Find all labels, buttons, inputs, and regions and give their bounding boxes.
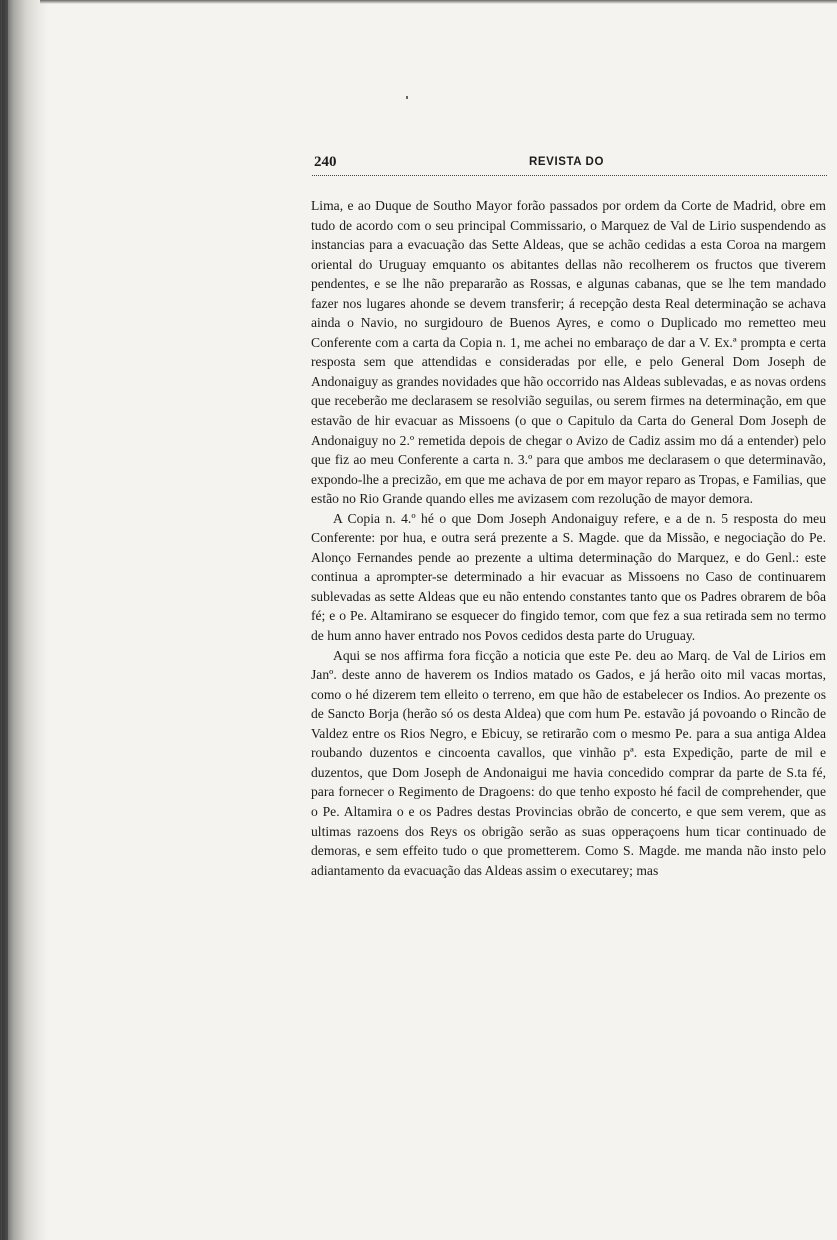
body-text: [311, 196, 826, 880]
running-head: REVISTA DO: [529, 156, 605, 168]
binding-edge: [2, 0, 8, 1240]
paragraph: A Copia n. 4.º hé o que Dom Joseph Andonaiguy refere, e a de n. 5 resposta do meu Conferente: por hua, e outra será prezente a S. Magde. que da Missão, e negociação do Pe. Alonço Fernandes pende ao prezente a ultima determinação do Marquez, e do Genl.: este continua a aprompter-se determinado a hir evacuar as Missoens no Caso de continuarem sublevadas as sette Aldeas que eu não entendo constantes tanto que os Padres obrarem de bôa fé; e o Pe. Altamirano se esquecer do fingido temor, com que fez a sua retirada sem no termo de hum anno haver entrado nos Povos cedidos desta parte do Uruguay.: [311, 510, 826, 644]
paragraph: Lima, e ao Duque de Southo Mayor forão passados por ordem da Corte de Madrid, obre em tudo de acordo com o seu principal Commissario, o Marquez de Val de Lirio suspendendo as instancias para a evacuação das Sette Aldeas, que se achão cedidas a esta Coroa na margem oriental do Uruguay emquanto os abitantes dellas não recolherem os fructos que tiverem pendentes, e se lhe não prepararão as Rossas, e algunas cabanas, que se lhe tem mandado fazer nos lugares ahonde se devem transferir; á recepção desta Real determinação se achava ainda o Navio, no surgidouro de Buenos Ayres, e como o Duplicado mo remetteo meu Conferente com a carta da Copia n. 1, me achei no embaraço de dar a V. Ex.ª prompta e certa resposta sem que attendidas e consideradas por elle, e pelo General Dom Joseph de Andonaiguy as grandes novidades que hão occorrido nas Aldeas sublevadas, e as novas ordens que receberão me declarasem se resolvião seguilas, ou serem firmes na determinação, em que estavão de hir evacuar as Missoens (o que o Capitulo da Carta do General Dom Joseph de Andonaiguy no 2.º remetida depois de chegar o Avizo de Cadiz assim mo dá a entender) pelo que fiz ao meu Conferente a carta n. 3.º para que ambos me declarasem o que determinavão, expondo-lhe a precizão, em que me achava de por em mayor reparo as Tropas, e Familias, que estão no Rio Grande quando elles me avizasem com rezolução de mayor demora.: [311, 198, 826, 507]
scan-speck: [406, 96, 408, 99]
header-rule: [312, 175, 827, 176]
paragraph: Aqui se nos affirma fora ficção a noticia que este Pe. deu ao Marq. de Val de Lirios em Janº. deste anno de haverem os Indios matado os Gados, e já herão oito mil vacas mortas, como o hé dizerem tem elleito o terreno, em que hão de estabelecer os Indios. Ao prezente os de Sancto Borja (herão só os desta Aldea) que com hum Pe. estavão já povoando o Rincão de Valdez entre os Rios Negro, e Ebicuy, se retirarão com o mesmo Pe. para a sua antiga Aldea roubando duzentos e cincoenta cavallos, que vinhão pª. esta Expedição, parte de mil e duzentos, que Dom Joseph de Andonaigui me havia concedido comprar da parte de S.ta fé, para fornecer o Regimento de Dragoens: do que tenho exposto hé facil de comprehender, que o Pe. Altamira o e os Padres destas Provincias obrão de concerto, e que sem verem, que as ultimas razoens dos Reys os obrigão serão as suas opperaçoens hum ticar continuado de demoras, e sem effeito tudo o que prometterem. Como S. Magde. me manda não insto pelo adiantamento da evacuação das Aldeas assim o executarey; mas: [311, 647, 826, 878]
scan-top-edge: [40, 0, 837, 4]
page-header: [312, 154, 827, 180]
page-number: 240: [314, 154, 337, 170]
